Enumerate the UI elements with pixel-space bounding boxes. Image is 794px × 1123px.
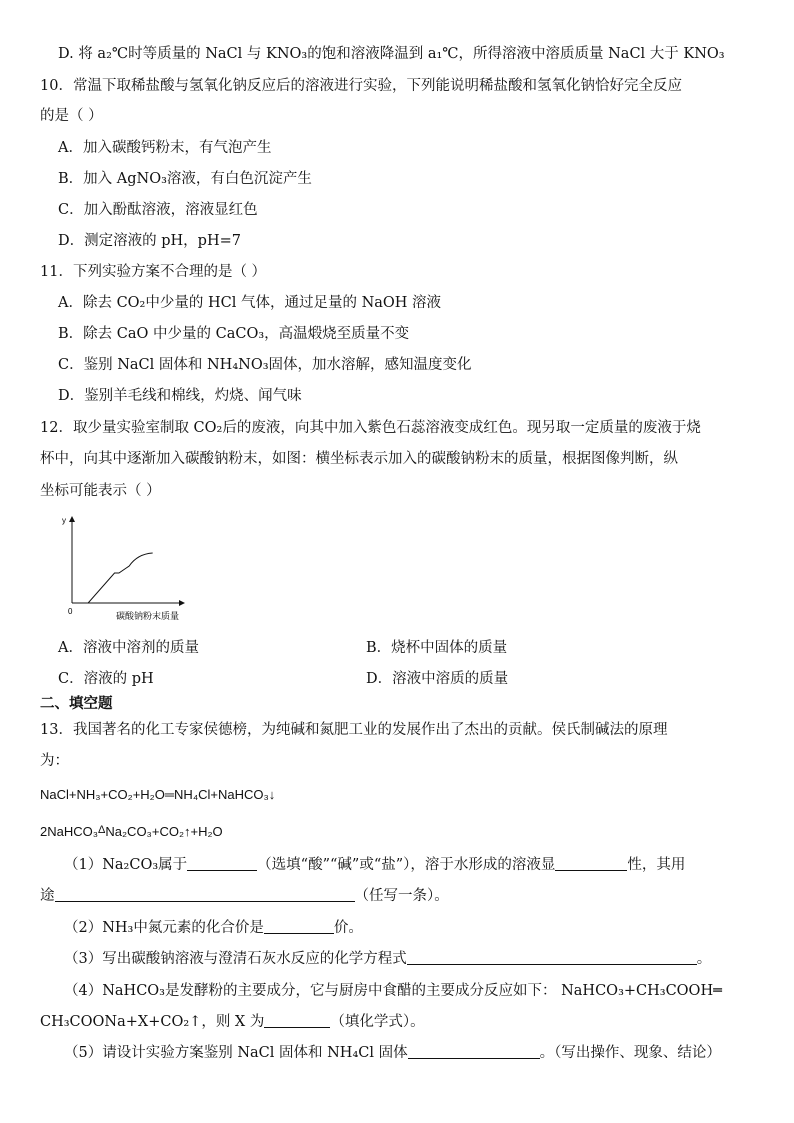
x-axis-label: 碳酸钠粉末质量 — [116, 612, 180, 622]
q11-option-c: C．鉴别 NaCl 固体和 NH₄NO₃固体，加水溶解，感知温度变化 — [58, 357, 472, 373]
q10-option-a: A．加入碳酸钙粉末，有气泡产生 — [58, 140, 272, 156]
q10-option-c: C．加入酚酞溶液，溶液显红色 — [58, 202, 258, 218]
q11-option-b: B．除去 CaO 中少量的 CaCO₃，高温煅烧至质量不变 — [58, 326, 410, 342]
q12-stem-line2: 杯中，向其中逐渐加入碳酸钠粉末，如图：横坐标表示加入的碳酸钠粉末的质量，根据图像判断，纵 — [40, 451, 678, 467]
eq2-right: Na₂CO₃+CO₂↑+H₂O — [105, 824, 223, 839]
q9-option-d: D. 将 a₂℃时等质量的 NaCl 与 KNO₃的饱和溶液降温到 a₁℃，所得溶液中溶质质量 NaCl 大于 KNO₃ — [58, 46, 725, 62]
p5-text-b: 。（写出操作、现象、结论） — [539, 1045, 721, 1061]
q12-option-d: D．溶液中溶质的质量 — [366, 671, 509, 687]
q11-option-d: D．鉴别羊毛线和棉线，灼烧、闻气味 — [58, 388, 302, 404]
q11-option-a: A．除去 CO₂中少量的 HCl 气体，通过足量的 NaOH 溶液 — [58, 295, 442, 311]
p2-text-a: （2）NH₃中氮元素的化合价是 — [64, 920, 264, 936]
p1-blank-2[interactable] — [555, 856, 627, 871]
p5-blank[interactable] — [408, 1044, 540, 1059]
eq2-condition: Δ — [98, 824, 106, 836]
q12-option-c: C．溶液的 pH — [58, 671, 154, 687]
q12-stem-line3: 坐标可能表示（ ） — [40, 483, 161, 499]
q13-stem-line2: 为： — [40, 753, 69, 769]
q10-stem-line2: 的是（ ） — [40, 108, 103, 124]
p4-text-c: （填化学式）。 — [330, 1014, 425, 1030]
q13-part2 — [64, 918, 363, 938]
q13-part1-line1 — [64, 855, 685, 875]
p3-blank[interactable] — [407, 950, 697, 965]
p3-text-b: 。 — [696, 951, 712, 967]
q12-option-a: A．溶液中溶剂的质量 — [58, 640, 199, 656]
p1-blank-1[interactable] — [187, 856, 257, 871]
q13-part5 — [64, 1043, 721, 1063]
q12-chart — [58, 515, 198, 623]
p4-text-b: CH₃COONa+X+CO₂↑，则 X 为 — [40, 1014, 265, 1030]
q13-equation-2 — [40, 820, 223, 842]
origin-label: 0 — [68, 607, 73, 616]
q13-part4-line2 — [40, 1012, 425, 1032]
p2-text-b: 价。 — [333, 920, 363, 936]
p2-blank[interactable] — [264, 919, 334, 934]
q13-equation-1: NaCl+NH₃+CO₂+H₂O═NH₄Cl+NaHCO₃↓ — [40, 787, 276, 802]
q13-part1-line2 — [40, 886, 449, 906]
p1-text-d: 途 — [40, 888, 55, 904]
q12-option-b: B．烧杯中固体的质量 — [366, 640, 508, 656]
y-axis-label: y — [62, 516, 66, 525]
q11-stem: 11．下列实验方案不合理的是（ ） — [40, 264, 267, 280]
q10-option-b: B．加入 AgNO₃溶液，有白色沉淀产生 — [58, 171, 312, 187]
p1-text-a: （1）Na₂CO₃属于 — [64, 857, 188, 873]
p1-text-e: （任写一条）。 — [354, 888, 449, 904]
series-line — [72, 553, 153, 603]
p3-text-a: （3）写出碳酸钠溶液与澄清石灰水反应的化学方程式 — [64, 951, 407, 967]
q12-stem-line1: 12．取少量实验室制取 CO₂后的废液，向其中加入紫色石蕊溶液变成红色。现另取一定质量的废液于烧 — [40, 420, 701, 436]
q13-part4-line1: （4）NaHCO₃是发酵粉的主要成分，它与厨房中食醋的主要成分反应如下： NaHCO₃+CH₃COOH═ — [64, 983, 722, 999]
section-title: 二、填空题 — [40, 695, 113, 712]
p1-blank-3[interactable] — [55, 887, 355, 902]
eq2-left: 2NaHCO₃ — [40, 824, 99, 839]
q13-part3 — [64, 949, 711, 969]
p4-blank[interactable] — [264, 1013, 330, 1028]
p1-text-c: 性，其用 — [627, 857, 686, 873]
p5-text-a: （5）请设计实验方案鉴别 NaCl 固体和 NH₄Cl 固体 — [64, 1045, 408, 1061]
p1-text-b: （选填“酸”“碱”或“盐”），溶于水形成的溶液显 — [257, 857, 556, 873]
q10-stem-line1: 10．常温下取稀盐酸与氢氧化钠反应后的溶液进行实验，下列能说明稀盐酸和氢氧化钠恰好完全反应 — [40, 78, 682, 94]
q10-option-d: D．测定溶液的 pH，pH=7 — [58, 233, 241, 249]
q13-stem-line1: 13．我国著名的化工专家侯德榜，为纯碱和氮肥工业的发展作出了杰出的贡献。侯氏制碱法的原理 — [40, 722, 668, 738]
